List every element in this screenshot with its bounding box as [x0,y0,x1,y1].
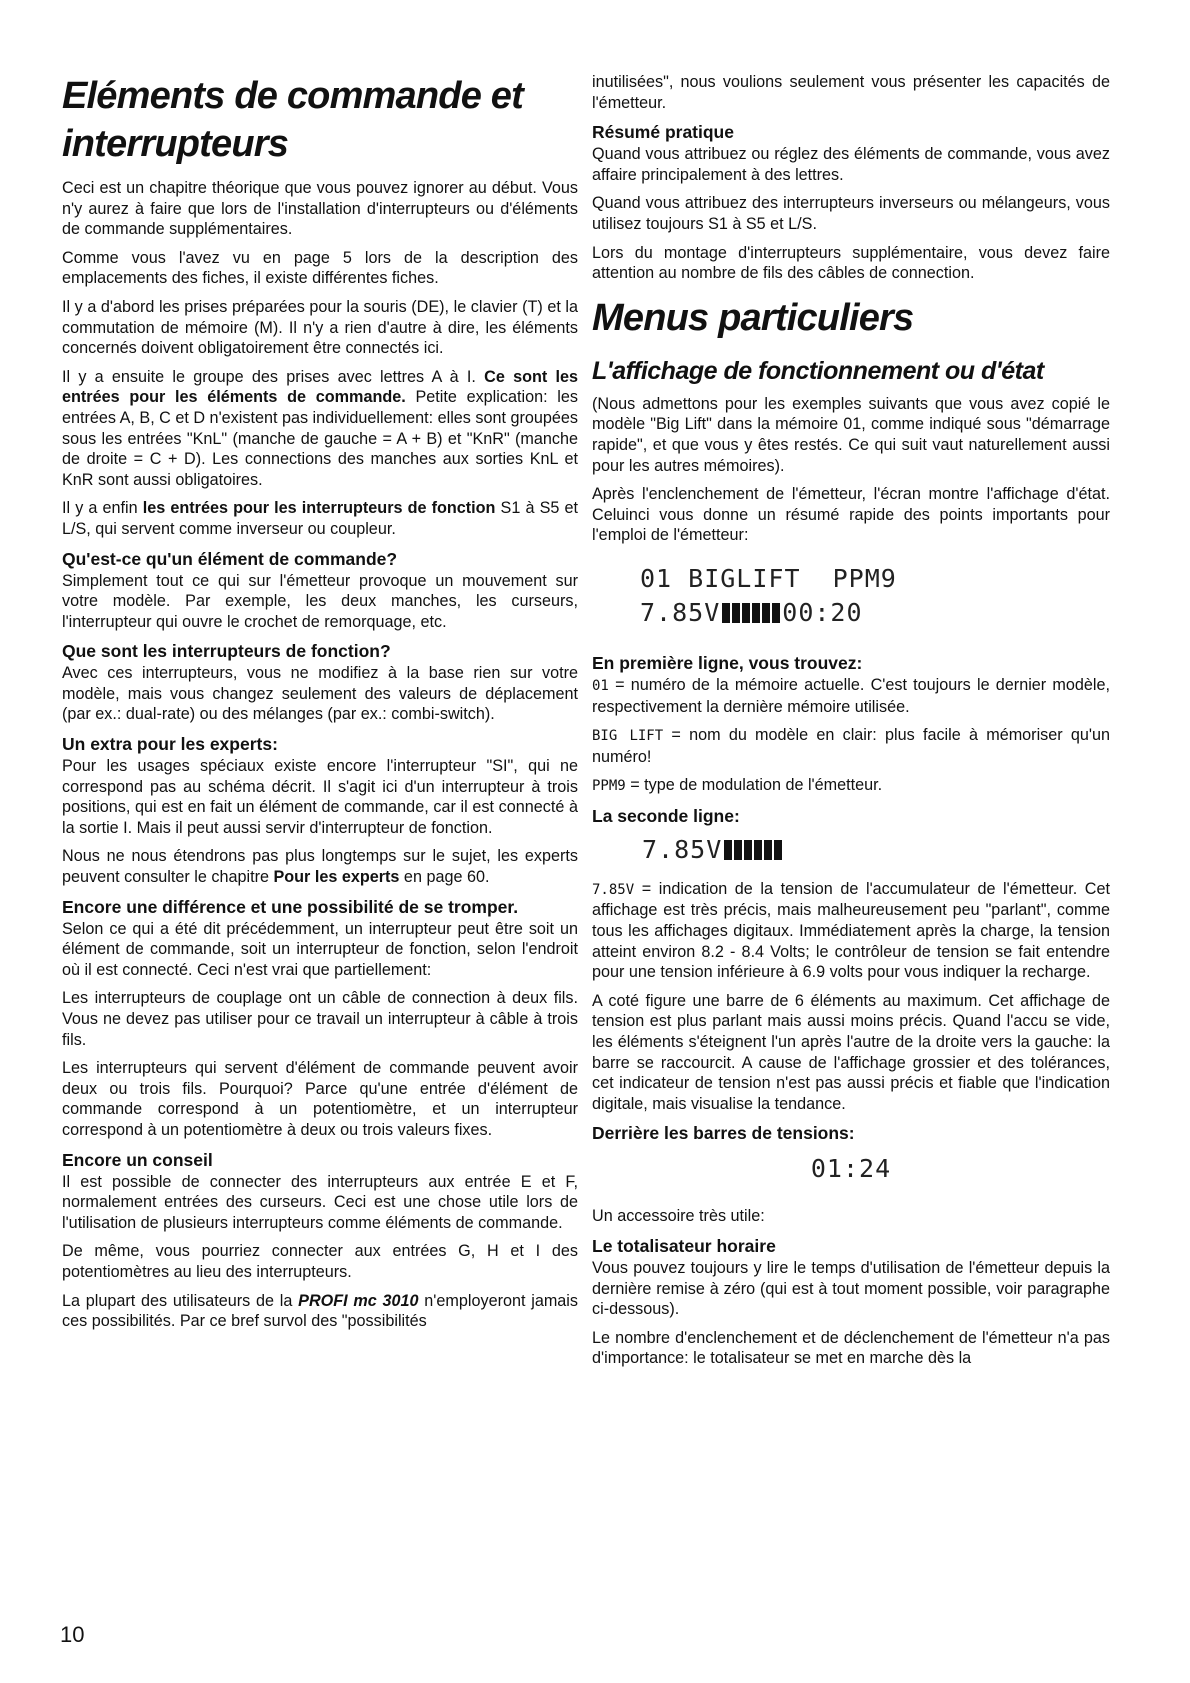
paragraph [592,775,1110,797]
section-heading: Encore une différence et une possibilité de se tromper. [62,896,519,917]
paragraph: Un accessoire très utile: [592,1207,765,1226]
text-run: Petite explication: les entrées A, B, C et D n'existent pas individuellement: elles sont groupées sous les entrées "KnL" (manche de gauche = A + B) et "KnR" (manche de droite = C + D). Les connections des manches aux sorties KnL et KnR sont aussi obligatoires. [62,388,578,489]
section-heading: Le totalisateur horaire [592,1236,776,1256]
code-run: 7.85V [592,881,635,898]
lcd-voltage: 7.85V [642,834,723,864]
voltage-bar-segment [764,840,772,860]
paragraph: Les interrupteurs qui servent d'élément de commande peuvent avoir deux ou trois fils. Pourquoi? Parce qu'une entrée d'élément de commande correspond à un potentiomètre, et un interrupteur correspond à un potentiomètre à deux ou trois valeurs fixes. [62,1059,578,1139]
code-run: BIG LIFT [592,728,664,745]
voltage-bar-segment [774,840,782,860]
section-heading: Qu'est-ce qu'un élément de commande? [62,548,398,569]
paragraph: Il est possible de connecter des interrupteurs aux entrée E et F, normalement entrées des curseurs. Ceci est une chose utile lors de l'utilisation de plusieurs interrupteurs comme éléments de commande. [62,1172,578,1232]
voltage-bar-segment [744,840,752,860]
lcd-line-2 [640,596,1110,630]
bold-run: Ce sont les entrées pour les éléments de commande. [62,367,578,407]
paragraph: Simplement tout ce qui sur l'émetteur provoque un mouvement sur votre modèle. Par exemple, les deux manches, les curseurs, l'interrupteur qui ouvre le crochet de remorquage, etc. [62,571,578,631]
text-run: en page 60. [399,868,490,887]
voltage-bar-segment [752,603,760,623]
section-heading: Résumé pratique [592,122,734,143]
chapter-title: Eléments de commande et interrupteurs [62,75,523,165]
paragraph [62,1291,578,1332]
text-run: S1 à S5 et L/S, qui servent comme inverseur ou coupleur. [62,499,578,538]
bold-run: les entrées pour les interrupteurs de fonction [142,499,496,518]
section-heading: En première ligne, vous trouvez: [592,652,863,673]
paragraph: Ceci est un chapitre théorique que vous pouvez ignorer au début. Vous n'y aurez à faire que lors de l'installation d'interrupteurs ou d'éléments de commande supplémentaires. [62,179,578,239]
paragraph: Lors du montage d'interrupteurs supplémentaire, vous devez faire attention au nombre de fils des câbles de connection. [592,243,1110,283]
voltage-bar-segment [772,603,780,623]
voltage-bar [722,603,780,623]
paragraph: Vous pouvez toujours y lire le temps d'utilisation de l'émetteur depuis la dernière remise à zéro (qui est à tout moment possible, voir paragraphe ci-dessous). [592,1259,1110,1319]
page-number: 10 [60,1622,85,1647]
paragraph: Après l'enclenchement de l'émetteur, l'écran montre l'affichage d'état. Celuinci vous donne un résumé rapide des points importants pour l'emploi de l'émetteur: [592,485,1110,545]
paragraph [62,846,578,887]
two-column-layout [62,72,1110,1377]
section-heading: Derrière les barres de tensions: [592,1123,855,1144]
paragraph [62,367,578,491]
paragraph [592,675,1110,717]
lcd-voltage: 7.85V [640,597,721,627]
paragraph: Quand vous attribuez ou réglez des éléments de commande, vous avez affaire principalement à des lettres. [592,145,1110,184]
text-run: Il y a enfin [62,499,143,518]
paragraph: (Nous admettons pour les exemples suivants que vous avez copié le modèle "Big Lift" dans la mémoire 01, comme indiqué sous "démarrage rapide", et que vous y êtes restés. Ce qui suit vaut naturellement aussi pour les autres mémoires). [592,394,1110,475]
lcd-line-1: 01 BIGLIFT PPM9 [640,563,897,593]
section-heading: Un extra pour les experts: [62,734,278,755]
paragraph: Comme vous l'avez vu en page 5 lors de la description des emplacements des fiches, il existe différentes fiches. [62,248,578,288]
left-column [62,72,578,1377]
paragraph: Les interrupteurs de couplage ont un câble de connection à deux fils. Vous ne devez pas utiliser pour ce travail un interrupteur à câble à trois fils. [62,989,578,1049]
section-heading: Encore un conseil [62,1149,213,1170]
menus-title: Menus particuliers [592,296,914,339]
text-run: = nom du modèle en clair: plus facile à mémoriser qu'un numéro! [592,726,1110,766]
voltage-bar-segment [732,603,740,623]
code-run: 01 [592,677,609,694]
paragraph: Avec ces interrupteurs, vous ne modifiez à la base rien sur votre modèle, mais vous changez seulement des valeurs de déplacement (par ex.: dual-rate) ou des mélanges (par ex.: combi-switch). [62,664,578,724]
text-run: = numéro de la mémoire actuelle. C'est toujours le dernier modèle, respectivement la dernière mémoire utilisée. [592,675,1110,716]
bold-run: Pour les experts [273,868,400,887]
text-run: La plupart des utilisateurs de la [62,1291,299,1310]
voltage-bar [724,840,782,860]
voltage-bar-segment [734,840,742,860]
voltage-bar-segment [754,840,762,860]
text-run: = indication de la tension de l'accumulateur de l'émetteur. Cet affichage est très précis, mais malheureusement peu "parlant", comme tous les affichages digitaux. Immédiatement après la charge, la tension atteint environ 8.2 - 8.4 Volts; le contrôleur de tension se fait entendre pour une tension inférieure à 6.9 volts pour vous indiquer la recharge. [592,879,1110,982]
voltage-bar-segment [762,603,770,623]
paragraph: Quand vous attribuez des interrupteurs inverseurs ou mélangeurs, vous utilisez toujours S1 à S5 et L/S. [592,194,1110,233]
text-run: Il y a ensuite le groupe des prises avec lettres A à I. [62,367,485,386]
paragraph [62,498,578,539]
paragraph [592,725,1110,767]
paragraph: inutilisées", nous voulions seulement vous présenter les capacités de l'émetteur. [592,73,1110,112]
paragraph: Pour les usages spéciaux existe encore l'interrupteur "SI", qui ne correspond pas au schéma décrit. Il s'agit ici d'un interrupteur à trois positions, qui est en fait un élément de commande, car il est connecté à la sortie I. Mais il peut aussi servir d'interrupteur de fonction. [62,757,578,837]
paragraph: Le nombre d'enclenchement et de déclenchement de l'émetteur n'a pas d'importance: le totalisateur se met en marche dès la [592,1328,1110,1368]
status-display [640,562,1110,630]
text-run: n'employeront jamais ces possibilités. Par ce bref survol des "possibilités [62,1291,578,1331]
lcd-timer: 00:20 [782,597,863,627]
section-heading: Que sont les interrupteurs de fonction? [62,641,391,662]
right-column [592,72,1110,1377]
voltage-bar-segment [724,840,732,860]
section-heading: La seconde ligne: [592,805,740,826]
brand-name: PROFI mc 3010 [298,1291,419,1310]
text-run: Nous ne nous étendrons pas plus longtemps sur le sujet, les experts peuvent consulter le chapitre [62,847,578,887]
lcd-voltage-line [642,833,1110,867]
code-run: PPM9 [592,778,626,795]
voltage-bar-segment [722,603,730,623]
paragraph [592,879,1110,983]
paragraph: A coté figure une barre de 6 éléments au maximum. Cet affichage de tension est plus parlant mais aussi moins précis. Quand l'accu se vide, les éléments s'éteignent l'un après l'autre de la droite vers la gauche: la barre se raccourcit. A cause de l'affichage grossier et des tolérances, cet indicateur de tension n'est pas aussi précis et fiable que l'indication digitale, mais visualise la tendance. [592,991,1110,1113]
paragraph: Il y a d'abord les prises préparées pour la souris (DE), le clavier (T) et la commutation de mémoire (M). Il n'y a rien d'autre à dire, les éléments concernés doivent obligatoirement être connectés ici. [62,297,578,358]
voltage-bar-segment [742,603,750,623]
paragraph: De même, vous pourriez connecter aux entrées G, H et I des potentiomètres au lieu des interrupteurs. [62,1242,578,1281]
paragraph: Selon ce qui a été dit précédemment, un interrupteur peut être soit un élément de commande, soit un interrupteur de fonction, selon l'endroit où il est connecté. Ceci n'est vrai que partiellement: [62,919,578,979]
text-run: = type de modulation de l'émetteur. [625,776,883,795]
lcd-time: 01:24 [810,1154,892,1184]
section-subtitle: L'affichage de fonctionnement ou d'état [592,356,1044,385]
